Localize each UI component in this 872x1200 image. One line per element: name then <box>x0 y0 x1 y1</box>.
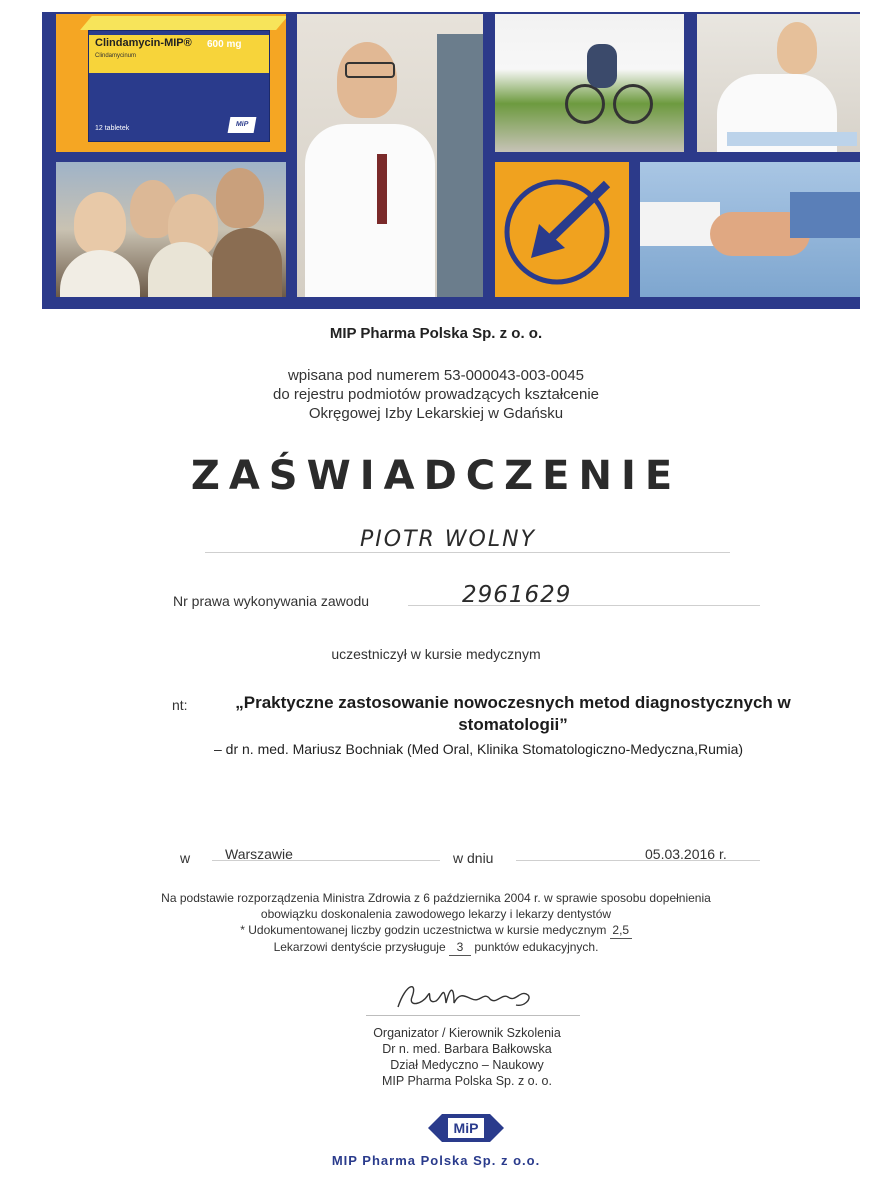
place-line <box>212 860 440 861</box>
product-brand-logo: MiP <box>228 117 257 133</box>
participant-name: PIOTR WOLNY <box>360 527 537 552</box>
place-value: Warszawie <box>225 846 293 862</box>
organizer-signature <box>392 977 542 1015</box>
course-title <box>228 692 798 736</box>
date-label: w dniu <box>453 850 494 866</box>
name-line <box>205 552 730 553</box>
mip-arrow-graphic <box>495 162 629 297</box>
group-of-people-photo <box>56 162 286 297</box>
product-dose: 600 mg <box>207 39 242 50</box>
license-label: Nr prawa wykonywania zawodu <box>173 593 370 609</box>
points-suffix: punktów edukacyjnych. <box>474 940 599 954</box>
registry-line-2: Okręgowej Izby Lekarskiej w Gdańsku <box>308 405 564 422</box>
registry-line-1: do rejestru podmiotów prowadzących kształcenie <box>273 386 599 403</box>
organizer-line-2: Dr n. med. Barbara Bałkowska <box>382 1042 552 1056</box>
product-name: Clindamycin-MIP® <box>95 37 192 49</box>
bicycle-wheel-icon <box>613 84 653 124</box>
license-number: 2961629 <box>462 582 572 608</box>
product-substance: Clindamycinum <box>95 53 137 59</box>
lecturer: – dr n. med. Mariusz Bochniak (Med Oral, Klinika Stomatologiczno-Medyczna,Rumia) <box>214 741 744 757</box>
course-title-line-1: „Praktyczne zastosowanie nowoczesnych metod diagnostycznych w <box>235 693 791 712</box>
organizer-line-4: MIP Pharma Polska Sp. z o. o. <box>382 1074 552 1088</box>
registration-number: 53-000043-003-0045 <box>443 367 585 384</box>
clindamycin-package <box>88 30 270 142</box>
organizer-line-3: Dział Medyczno – Naukowy <box>390 1058 544 1072</box>
product-count: 12 tabletek <box>95 125 130 132</box>
license-line <box>408 605 760 606</box>
date-line <box>516 860 760 861</box>
certificate-title: ZAŚWIADCZENIE <box>190 453 682 499</box>
company-name: MIP Pharma Polska Sp. z o. o. <box>329 325 543 342</box>
cyclists-photo <box>495 14 684 152</box>
product-box-photo <box>56 14 286 152</box>
organizer-line-1: Organizator / Kierownik Szkolenia <box>373 1026 561 1040</box>
legal-line-1: Na podstawie rozporządzenia Ministra Zdrowia z 6 października 2004 r. w sprawie sposobu dopełnienia <box>161 891 711 905</box>
mip-logo-text: MiP <box>453 1120 479 1136</box>
doctor-photo <box>297 14 483 297</box>
signature-line <box>366 1015 580 1016</box>
course-title-line-2: stomatologii” <box>458 715 568 734</box>
bicycle-wheel-icon <box>565 84 605 124</box>
legal-basis <box>0 890 872 956</box>
date-value: 05.03.2016 r. <box>645 846 727 862</box>
organizer-block <box>300 1025 634 1089</box>
hours-label: * Udokumentowanej liczby godzin uczestnictwa w kursie medycznym <box>240 923 607 937</box>
lab-scientist-photo <box>697 14 860 152</box>
participation-text: uczestniczył w kursie medycznym <box>331 646 541 662</box>
registration-block <box>0 366 872 423</box>
topic-label: nt: <box>172 697 188 713</box>
arrow-circle-icon <box>495 162 629 297</box>
mip-logo <box>428 1110 504 1146</box>
legal-line-2: obowiązku doskonalenia zawodowego lekarzy i lekarzy dentystów <box>260 907 612 921</box>
tie-icon <box>377 154 387 224</box>
header-photo-collage <box>42 12 860 309</box>
points-prefix: Lekarzowi dentyście przysługuje <box>273 940 446 954</box>
handshake-photo <box>640 162 860 297</box>
points-value: 3 <box>449 939 471 956</box>
glasses-icon <box>345 62 395 78</box>
hours-value: 2,5 <box>610 922 632 939</box>
place-label: w <box>180 850 191 866</box>
registration-prefix: wpisana pod numerem <box>287 367 440 384</box>
footer-company-name: MIP Pharma Polska Sp. z o.o. <box>331 1153 541 1168</box>
